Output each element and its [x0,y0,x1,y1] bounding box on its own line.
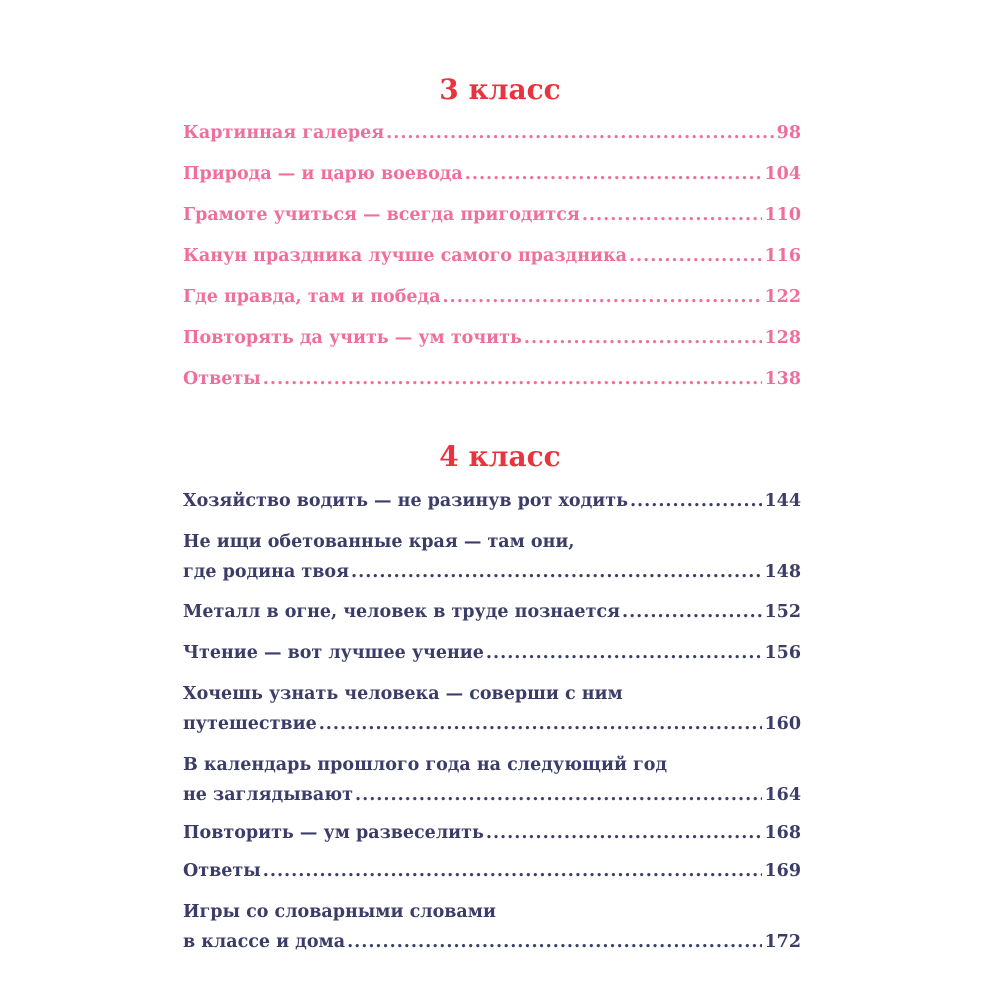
toc-entry-title: Где правда, там и победа [183,287,441,307]
toc-entry[interactable] [183,753,801,807]
toc-entry-title: Ответы [183,861,261,881]
dot-leader [263,859,763,883]
toc-entry-title-line1: Хочешь узнать человека — соверши с ним [183,684,623,704]
toc-entry-title: Повторять да учить — ум точить [183,328,522,348]
dot-leader [630,489,763,513]
toc-entry-title: путешествие [183,714,317,734]
toc-entry-title: Картинная галерея [183,123,385,143]
toc-entry[interactable] [183,367,801,391]
toc-page-number: 172 [764,932,801,952]
toc-entry-title: Металл в огне, человек в труде познается [183,602,620,622]
dot-leader [622,600,762,624]
toc-entry[interactable] [183,326,801,350]
toc-entry[interactable] [183,600,801,624]
toc-page-number: 128 [764,328,801,348]
toc-entry[interactable] [183,203,801,227]
dot-leader [629,244,763,268]
dot-leader [582,203,763,227]
dot-leader [524,326,763,350]
toc-entry[interactable] [183,162,801,186]
toc-entry-title-line1: Игры со словарными словами [183,902,496,922]
toc-entry-title: не заглядывают [183,785,354,805]
toc-entry[interactable] [183,821,801,845]
dot-leader [386,121,775,145]
toc-entry[interactable] [183,244,801,268]
toc-entry-title: Ответы [183,369,261,389]
toc-page-number: 138 [764,369,801,389]
toc-entry-title: Канун праздника лучше самого праздника [183,246,627,266]
dot-leader [347,930,762,954]
toc-page-number: 164 [764,785,801,805]
toc-entry[interactable] [183,285,801,309]
dot-leader [319,712,763,736]
toc-page-number: 156 [764,643,801,663]
toc-entry[interactable] [183,121,801,145]
toc-entry[interactable] [183,682,801,736]
toc-entry-title: Чтение — вот лучшее учение [183,643,484,663]
section-title-grade-4: 4 класс [439,440,561,473]
toc-entry[interactable] [183,641,801,665]
toc-entry-title: в классе и дома [183,932,346,952]
section-title-grade-3: 3 класс [439,73,561,106]
toc-entry[interactable] [183,859,801,883]
toc-entry-title: где родина твоя [183,562,350,582]
toc-page-number: 98 [776,123,801,143]
toc-entry-title-line1: В календарь прошлого года на следующий год [183,755,668,775]
toc-page-number: 160 [764,714,801,734]
toc-page-number: 168 [764,823,801,843]
toc-page-number: 116 [764,246,801,266]
dot-leader [351,560,762,584]
toc-page-number: 122 [764,287,801,307]
dot-leader [443,285,763,309]
toc-entry[interactable] [183,900,801,954]
toc-entry[interactable] [183,489,801,513]
toc-entry-title: Грамоте учиться — всегда пригодится [183,205,580,225]
dot-leader [263,367,763,391]
toc-entry-title-line1: Не ищи обетованные края — там они, [183,532,575,552]
toc-page-number: 144 [764,491,801,511]
dot-leader [355,783,762,807]
dot-leader [486,821,763,845]
toc-entry-title: Природа — и царю воевода [183,164,463,184]
toc-page-number: 148 [764,562,801,582]
toc-page-number: 110 [764,205,801,225]
toc-entry-title: Повторить — ум развеселить [183,823,484,843]
dot-leader [465,162,763,186]
toc-entry-title: Хозяйство водить — не разинув рот ходить [183,491,628,511]
dot-leader [486,641,763,665]
toc-page-number: 169 [764,861,801,881]
toc-entry[interactable] [183,530,801,584]
toc-page-number: 152 [764,602,801,622]
toc-page-number: 104 [764,164,801,184]
